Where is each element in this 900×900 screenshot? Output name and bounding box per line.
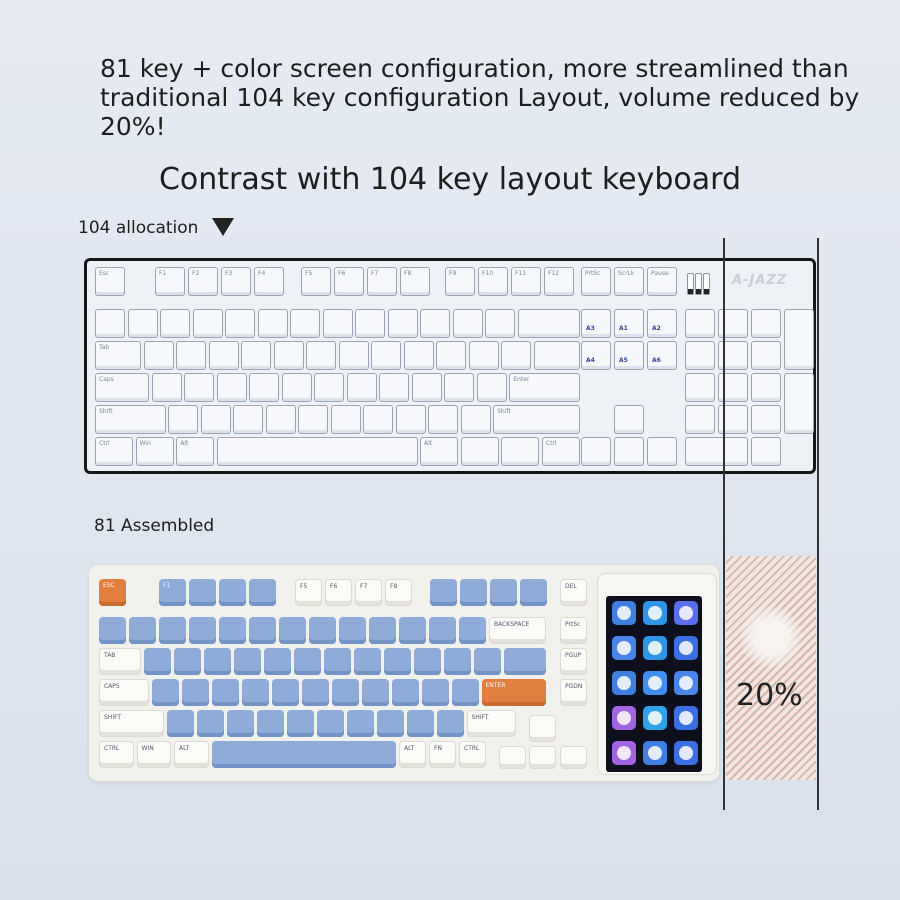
key-81 bbox=[452, 679, 479, 706]
key-81 bbox=[174, 648, 201, 675]
key-81 bbox=[490, 579, 517, 606]
key-81 bbox=[444, 648, 471, 675]
key-81 bbox=[422, 679, 449, 706]
key-104 bbox=[784, 373, 814, 434]
key-104: Esc bbox=[95, 267, 125, 296]
key-104: F5 bbox=[301, 267, 331, 296]
key-81 bbox=[520, 579, 547, 606]
key-81 bbox=[197, 710, 224, 737]
key-104: F1 bbox=[155, 267, 185, 296]
key-104: F4 bbox=[254, 267, 284, 296]
key-104: Tab bbox=[95, 341, 141, 370]
key-104 bbox=[412, 373, 442, 402]
key-81 bbox=[219, 579, 246, 606]
key-104 bbox=[751, 437, 781, 466]
key-104 bbox=[751, 373, 781, 402]
key-81: WIN bbox=[137, 741, 172, 768]
key-104 bbox=[518, 309, 581, 338]
lock-indicator bbox=[687, 273, 694, 295]
key-81 bbox=[430, 579, 457, 606]
key-81 bbox=[227, 710, 254, 737]
key-81 bbox=[152, 679, 179, 706]
key-81 bbox=[384, 648, 411, 675]
reduced-volume-hatch bbox=[726, 556, 816, 780]
key-81 bbox=[324, 648, 351, 675]
key-81: F1 bbox=[159, 579, 186, 606]
key-104 bbox=[404, 341, 434, 370]
key-104 bbox=[355, 309, 385, 338]
key-104 bbox=[436, 341, 466, 370]
key-104: A4 bbox=[581, 341, 611, 370]
lock-indicator bbox=[703, 273, 710, 295]
volume-icon bbox=[643, 636, 667, 660]
key-81 bbox=[407, 710, 434, 737]
key-81: FN bbox=[429, 741, 456, 768]
key-81 bbox=[377, 710, 404, 737]
key-81 bbox=[144, 648, 171, 675]
key-104: F10 bbox=[478, 267, 508, 296]
key-104 bbox=[453, 309, 483, 338]
key-104 bbox=[444, 373, 474, 402]
key-81 bbox=[529, 715, 556, 742]
brand-logo: A-JAZZ bbox=[732, 273, 788, 288]
reduction-percent: 20% bbox=[736, 678, 803, 713]
equalizer-icon bbox=[612, 706, 636, 730]
key-104 bbox=[233, 405, 263, 434]
key-81 bbox=[99, 617, 126, 644]
keyboard-81 bbox=[88, 564, 720, 782]
mail-icon bbox=[612, 741, 636, 765]
key-104 bbox=[685, 373, 715, 402]
hatch-highlight bbox=[740, 606, 802, 668]
key-104: A3 bbox=[581, 309, 611, 338]
key-104 bbox=[128, 309, 158, 338]
key-81: SHIFT bbox=[99, 710, 164, 737]
key-81 bbox=[474, 648, 501, 675]
key-104: F9 bbox=[445, 267, 475, 296]
key-104: F11 bbox=[511, 267, 541, 296]
key-104: Caps bbox=[95, 373, 149, 402]
key-104 bbox=[209, 341, 239, 370]
key-81 bbox=[287, 710, 314, 737]
note-icon bbox=[612, 636, 636, 660]
key-104: Alt bbox=[176, 437, 214, 466]
key-104 bbox=[581, 437, 611, 466]
key-81 bbox=[362, 679, 389, 706]
key-104: Ctrl bbox=[542, 437, 580, 466]
volume-down-icon bbox=[612, 671, 636, 695]
key-81: F6 bbox=[325, 579, 352, 606]
key-104: F2 bbox=[188, 267, 218, 296]
key-104 bbox=[331, 405, 361, 434]
comparison-title: Contrast with 104 key layout keyboard bbox=[158, 162, 742, 197]
key-81 bbox=[560, 746, 587, 769]
key-104: ScrLk bbox=[614, 267, 644, 296]
headphones-icon bbox=[674, 706, 698, 730]
key-81 bbox=[249, 617, 276, 644]
note-icon bbox=[643, 671, 667, 695]
key-104 bbox=[614, 405, 644, 434]
key-104: F12 bbox=[544, 267, 574, 296]
key-81 bbox=[219, 617, 246, 644]
fast-forward-icon bbox=[674, 601, 698, 625]
key-104 bbox=[477, 373, 507, 402]
key-104: Alt bbox=[420, 437, 458, 466]
key-81 bbox=[392, 679, 419, 706]
key-81 bbox=[529, 746, 556, 769]
key-81 bbox=[414, 648, 441, 675]
key-81 bbox=[159, 617, 186, 644]
key-81 bbox=[339, 617, 366, 644]
key-104 bbox=[241, 341, 271, 370]
chart-icon bbox=[643, 741, 667, 765]
key-104 bbox=[306, 341, 336, 370]
key-104 bbox=[258, 309, 288, 338]
key-104 bbox=[347, 373, 377, 402]
key-104 bbox=[184, 373, 214, 402]
key-104 bbox=[217, 373, 247, 402]
description-text: 81 key + color screen configuration, more streamlined than traditional 104 key configuration Layout, volume reduced by 20%! bbox=[100, 54, 860, 141]
key-81 bbox=[212, 679, 239, 706]
key-81 bbox=[129, 617, 156, 644]
key-104 bbox=[95, 309, 125, 338]
key-104 bbox=[534, 341, 580, 370]
key-104 bbox=[152, 373, 182, 402]
key-81 bbox=[264, 648, 291, 675]
key-104 bbox=[461, 405, 491, 434]
key-104 bbox=[751, 309, 781, 338]
key-104 bbox=[290, 309, 320, 338]
key-104 bbox=[501, 341, 531, 370]
key-104 bbox=[685, 405, 715, 434]
key-81: CTRL bbox=[99, 741, 134, 768]
key-104 bbox=[784, 309, 814, 370]
key-81: ALT bbox=[174, 741, 209, 768]
key-104 bbox=[323, 309, 353, 338]
calculator-icon bbox=[643, 706, 667, 730]
key-81 bbox=[294, 648, 321, 675]
key-81 bbox=[189, 617, 216, 644]
comparison-line-left bbox=[723, 238, 725, 810]
key-104: A5 bbox=[614, 341, 644, 370]
key-104: Shift bbox=[95, 405, 166, 434]
key-104 bbox=[298, 405, 328, 434]
triangle-down-icon bbox=[212, 218, 234, 236]
label-104-allocation: 104 allocation bbox=[78, 218, 199, 238]
key-81 bbox=[499, 746, 526, 769]
key-104 bbox=[363, 405, 393, 434]
key-81 bbox=[302, 679, 329, 706]
key-104 bbox=[160, 309, 190, 338]
key-104: PrtSc bbox=[581, 267, 611, 296]
key-81 bbox=[369, 617, 396, 644]
color-screen-panel bbox=[597, 573, 717, 775]
key-104 bbox=[396, 405, 426, 434]
key-81 bbox=[234, 648, 261, 675]
key-81: ALT bbox=[399, 741, 426, 768]
key-104: A2 bbox=[647, 309, 677, 338]
key-104 bbox=[282, 373, 312, 402]
volume-up-icon bbox=[674, 636, 698, 660]
key-104 bbox=[501, 437, 539, 466]
key-104 bbox=[388, 309, 418, 338]
key-104: Enter bbox=[509, 373, 580, 402]
key-104 bbox=[751, 405, 781, 434]
key-104: F3 bbox=[221, 267, 251, 296]
key-104 bbox=[314, 373, 344, 402]
key-81: BACKSPACE bbox=[489, 617, 546, 644]
key-104: Pause bbox=[647, 267, 677, 296]
key-81 bbox=[399, 617, 426, 644]
key-81 bbox=[347, 710, 374, 737]
key-81: SHIFT bbox=[467, 710, 517, 737]
key-104 bbox=[274, 341, 304, 370]
key-81 bbox=[354, 648, 381, 675]
lock-indicator bbox=[695, 273, 702, 295]
key-81: F8 bbox=[385, 579, 412, 606]
key-81: CTRL bbox=[459, 741, 486, 768]
key-104 bbox=[428, 405, 458, 434]
key-104 bbox=[485, 309, 515, 338]
key-81: ENTER bbox=[482, 679, 547, 706]
key-81: F5 bbox=[295, 579, 322, 606]
comparison-line-right bbox=[817, 238, 819, 810]
key-81 bbox=[257, 710, 284, 737]
key-81 bbox=[317, 710, 344, 737]
key-81 bbox=[459, 617, 486, 644]
key-104: A6 bbox=[647, 341, 677, 370]
play-icon bbox=[643, 601, 667, 625]
keyboard-104 bbox=[84, 258, 816, 474]
key-81 bbox=[167, 710, 194, 737]
key-104: F6 bbox=[334, 267, 364, 296]
music-disc-icon bbox=[612, 601, 636, 625]
key-104 bbox=[614, 437, 644, 466]
mute-icon bbox=[674, 671, 698, 695]
key-104 bbox=[144, 341, 174, 370]
key-81: CAPS bbox=[99, 679, 149, 706]
key-104: A1 bbox=[614, 309, 644, 338]
key-81: ESC bbox=[99, 579, 126, 606]
key-104 bbox=[647, 437, 677, 466]
key-81: TAB bbox=[99, 648, 141, 675]
key-104 bbox=[339, 341, 369, 370]
key-104 bbox=[751, 341, 781, 370]
key-104 bbox=[217, 437, 418, 466]
key-81 bbox=[182, 679, 209, 706]
key-104 bbox=[420, 309, 450, 338]
key-104: Shift bbox=[493, 405, 580, 434]
key-104: F8 bbox=[400, 267, 430, 296]
key-104 bbox=[225, 309, 255, 338]
key-104 bbox=[371, 341, 401, 370]
key-81: PGDN bbox=[560, 679, 587, 706]
headphones-icon bbox=[674, 741, 698, 765]
key-104: Ctrl bbox=[95, 437, 133, 466]
key-81 bbox=[460, 579, 487, 606]
key-81 bbox=[242, 679, 269, 706]
key-104: F7 bbox=[367, 267, 397, 296]
key-104 bbox=[685, 309, 715, 338]
key-104 bbox=[685, 437, 748, 466]
key-104 bbox=[193, 309, 223, 338]
key-81: PGUP bbox=[560, 648, 587, 675]
key-104 bbox=[249, 373, 279, 402]
key-81 bbox=[272, 679, 299, 706]
key-81 bbox=[189, 579, 216, 606]
key-81 bbox=[212, 741, 397, 768]
key-81 bbox=[249, 579, 276, 606]
key-81 bbox=[332, 679, 359, 706]
key-104 bbox=[469, 341, 499, 370]
key-81 bbox=[437, 710, 464, 737]
key-104 bbox=[176, 341, 206, 370]
key-81 bbox=[429, 617, 456, 644]
key-104 bbox=[168, 405, 198, 434]
key-104: Win bbox=[136, 437, 174, 466]
key-81: F7 bbox=[355, 579, 382, 606]
key-81 bbox=[504, 648, 546, 675]
color-screen bbox=[606, 596, 702, 772]
key-81: DEL bbox=[560, 579, 587, 606]
key-104 bbox=[685, 341, 715, 370]
key-104 bbox=[266, 405, 296, 434]
key-81 bbox=[204, 648, 231, 675]
key-104 bbox=[379, 373, 409, 402]
key-81 bbox=[309, 617, 336, 644]
key-81 bbox=[279, 617, 306, 644]
label-81-assembled: 81 Assembled bbox=[94, 516, 215, 536]
key-81: PrtSc bbox=[560, 617, 587, 644]
key-104 bbox=[201, 405, 231, 434]
key-104 bbox=[461, 437, 499, 466]
